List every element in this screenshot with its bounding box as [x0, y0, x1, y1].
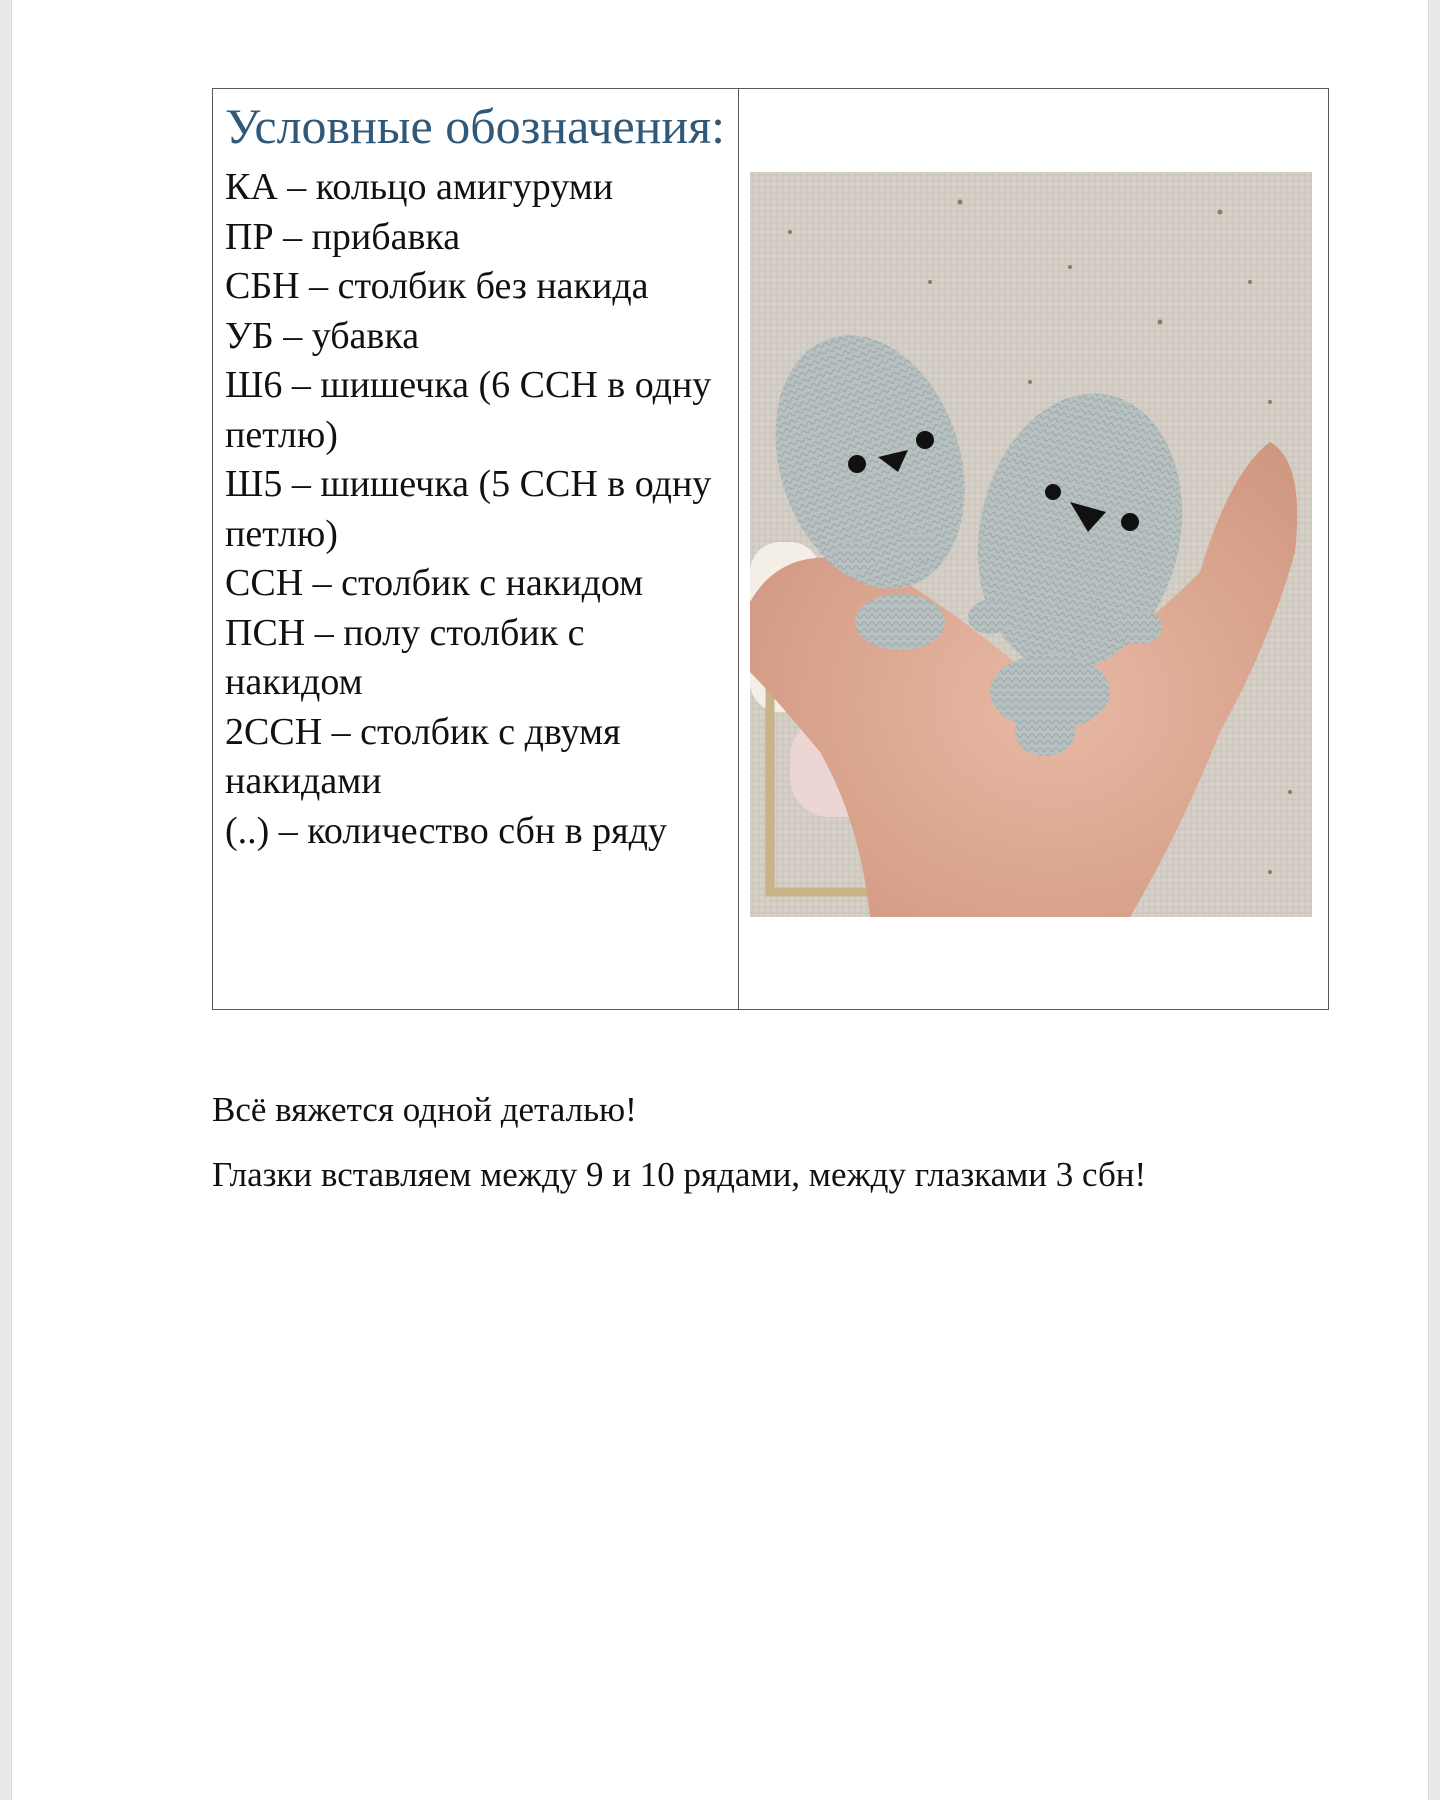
note-eyes-placement: Глазки вставляем между 9 и 10 рядами, между глазками 3 сбн!: [212, 1155, 1147, 1194]
legend-item-sh6: Ш6 – шишечка (6 ССН в одну петлю): [225, 364, 712, 456]
legend-item-ub: УБ – убавка: [225, 314, 420, 357]
legend-list: [225, 163, 730, 856]
seals-photo-illustration: [750, 172, 1312, 917]
legend-item-2ssn: 2ССН – столбик с двумя накидами: [225, 710, 621, 802]
legend-heading: Условные обозначения:: [225, 98, 726, 154]
note-one-piece: Всё вяжется одной деталью!: [212, 1090, 637, 1129]
legend-item-ssn: ССН – столбик с накидом: [225, 562, 644, 604]
legend-item-count: (..) – количество сбн в ряду: [225, 809, 667, 852]
amigurumi-seals-photo: [750, 172, 1312, 917]
legend-cell: [213, 89, 739, 1009]
legend-item-psn: ПСН – полу столбик с накидом: [225, 611, 585, 703]
legend-table: [212, 88, 1329, 1010]
photo-cell: [739, 89, 1328, 1009]
legend-item-sbn: СБН – столбик без накида: [225, 265, 649, 307]
legend-item-ka: КА – кольцо амигуруми: [225, 166, 614, 208]
legend-item-pr: ПР – прибавка: [225, 215, 461, 258]
document-page: [12, 0, 1428, 1800]
legend-item-sh5: Ш5 – шишечка (5 ССН в одну петлю): [225, 463, 712, 555]
